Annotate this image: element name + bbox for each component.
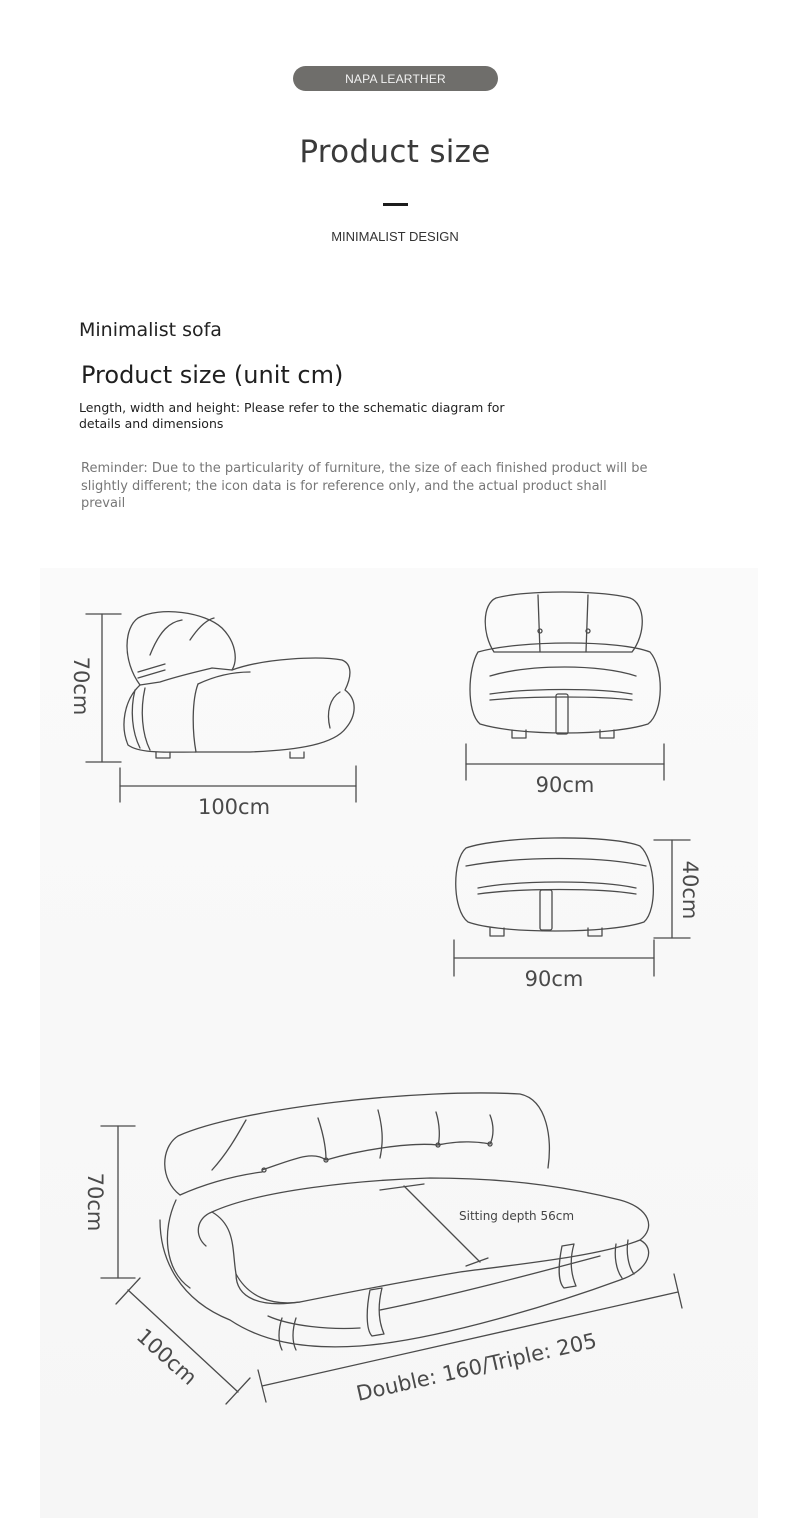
size-heading: Product size (unit cm) xyxy=(81,361,344,389)
sofa-length-dimension xyxy=(258,1274,682,1402)
sofa-length-label: Double: 160/Triple: 205 xyxy=(354,1328,599,1406)
product-name: Minimalist sofa xyxy=(79,319,222,341)
armchair-side-depth-label: 100cm xyxy=(197,795,271,819)
ottoman-width-label: 90cm xyxy=(524,967,584,991)
material-badge: NAPA LEARTHER xyxy=(293,66,498,91)
armchair-front-drawing xyxy=(470,592,660,738)
page-subtitle: MINIMALIST DESIGN xyxy=(331,229,459,244)
size-reminder: Reminder: Due to the particularity of furniture, the size of each finished product will be slightly different; the icon data is for reference only, and the actual product shall prevail xyxy=(81,461,648,511)
armchair-side-height-label: 70cm xyxy=(69,656,93,716)
armchair-front-width-label: 90cm xyxy=(535,773,595,797)
sofa-depth-label: 100cm xyxy=(131,1323,202,1390)
sofa-sitting-depth-label: Sitting depth 56cm xyxy=(459,1209,575,1223)
ottoman-height-label: 40cm xyxy=(678,860,702,920)
ottoman-drawing xyxy=(456,838,654,936)
sofa-drawing xyxy=(160,1093,649,1350)
armchair-side-drawing xyxy=(124,612,354,758)
size-description: Length, width and height: Please refer to the schematic diagram for details and dimensions xyxy=(79,400,505,431)
page-title: Product size xyxy=(299,134,491,170)
sofa-height-label: 70cm xyxy=(83,1172,107,1232)
